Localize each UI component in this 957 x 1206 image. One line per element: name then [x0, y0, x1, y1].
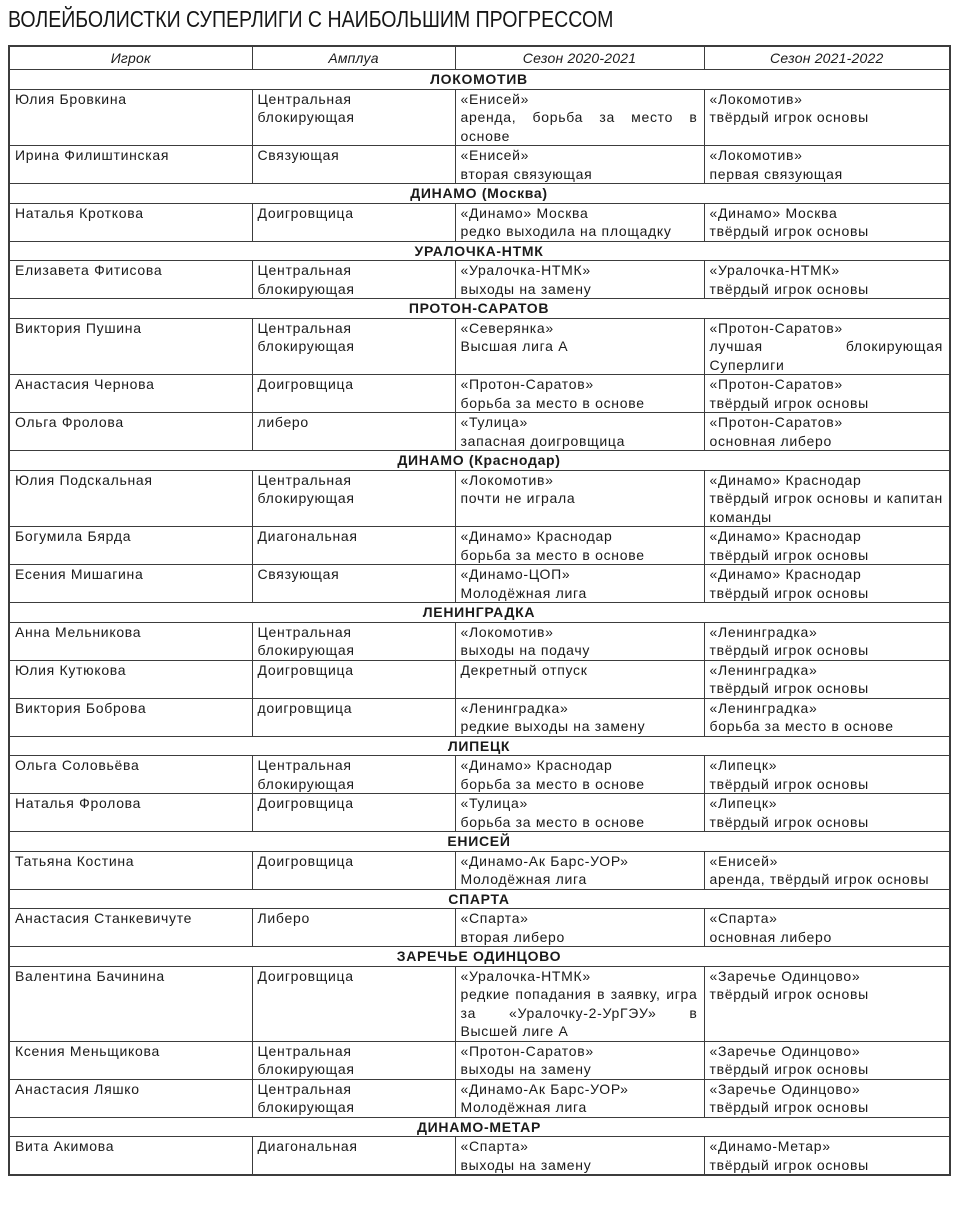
season-2021-2022-cell: [704, 318, 950, 375]
cell-line: «Динамо-Ак Барс-УОР»: [460, 852, 629, 869]
cell-line: Доигровщица: [257, 967, 354, 984]
season-2020-2021-cell: [455, 794, 704, 832]
cell-line: Анастасия Чернова: [15, 376, 155, 392]
cell-line: борьба за место в основе: [460, 775, 645, 792]
player-name-cell: [9, 375, 252, 413]
cell-line: твёрдый игрок основы: [709, 642, 869, 658]
player-name-cell: [9, 660, 252, 698]
team-section-row: [9, 603, 950, 623]
cell-line: твёрдый игрок основы: [709, 546, 869, 563]
cell-line: блокирующая: [257, 1061, 355, 1077]
season-2021-2022-cell: [704, 909, 950, 947]
cell-line: Диагональная: [257, 1138, 358, 1154]
cell-line: «Динамо» Краснодар: [709, 528, 862, 544]
cell-line: Анастасия Станкевичуте: [15, 910, 193, 926]
cell-line: «Протон-Саратов»: [460, 376, 594, 392]
season-2020-2021-cell: [455, 470, 704, 527]
team-section-header: УРАЛОЧКА-НТМК: [9, 241, 950, 261]
cell-line: аренда, твёрдый игрок основы: [709, 871, 930, 887]
cell-line: Ирина Филиштинская: [15, 147, 170, 163]
team-section-row: [9, 70, 950, 90]
cell-line: «Ленинградка»: [709, 699, 818, 716]
cell-line: блокирующая: [257, 490, 355, 506]
players-table: [8, 45, 951, 1176]
cell-line: «Заречье Одинцово»: [709, 967, 861, 984]
team-section-header: ЛОКОМОТИВ: [9, 70, 950, 90]
cell-line: Центральная: [257, 757, 352, 773]
header-row: [9, 46, 950, 70]
player-name-cell: [9, 203, 252, 241]
cell-line: Наталья Кроткова: [15, 204, 144, 221]
col-header-role: Амплуа: [252, 46, 455, 70]
player-row: [9, 470, 950, 527]
season-2021-2022-cell: [704, 660, 950, 698]
cell-line: «Енисей»: [709, 852, 779, 869]
role-cell: [252, 1137, 455, 1176]
cell-line: борьба за место в основе: [709, 718, 894, 734]
season-2021-2022-cell: [704, 698, 950, 736]
cell-line: вторая связующая: [460, 165, 593, 182]
cell-line: «Динамо» Краснодар: [460, 528, 613, 544]
cell-line: борьба за место в основе: [460, 394, 645, 411]
cell-line: «Уралочка-НТМК»: [460, 967, 591, 984]
season-2020-2021-cell: [455, 527, 704, 565]
season-2020-2021-cell: [455, 622, 704, 660]
cell-line: Анастасия Ляшко: [15, 1080, 140, 1097]
cell-line: выходы на замену: [460, 280, 592, 297]
cell-line: борьба за место в основе: [460, 546, 645, 563]
player-row: [9, 909, 950, 947]
season-2020-2021-cell: [455, 203, 704, 241]
player-row: [9, 698, 950, 736]
season-2020-2021-cell: [455, 966, 704, 1041]
cell-line: «Ленинградка»: [709, 661, 818, 678]
cell-line: Молодёжная лига: [460, 1099, 587, 1115]
season-2020-2021-cell: [455, 1137, 704, 1176]
cell-line: «Заречье Одинцово»: [709, 1080, 861, 1097]
cell-line: Богумила Бярда: [15, 528, 132, 544]
player-row: [9, 413, 950, 451]
player-row: [9, 1079, 950, 1117]
cell-line: «Спарта»: [460, 1138, 529, 1154]
team-section-header: ЕНИСЕЙ: [9, 832, 950, 852]
season-2021-2022-cell: [704, 622, 950, 660]
player-name-cell: [9, 1041, 252, 1079]
player-name-cell: [9, 794, 252, 832]
player-row: [9, 318, 950, 375]
cell-line: Центральная: [257, 1042, 352, 1059]
cell-line: Связующая: [257, 147, 340, 163]
cell-line: выходы на замену: [460, 1061, 592, 1077]
cell-line: редкие попадания в заявку, игра за «Уралочку-2-УрГЭУ» в Высшей лиге А: [460, 986, 698, 1039]
cell-line: Вита Акимова: [15, 1138, 115, 1154]
cell-line: Центральная: [257, 1080, 352, 1097]
role-cell: [252, 203, 455, 241]
role-cell: [252, 318, 455, 375]
team-section-row: [9, 184, 950, 204]
cell-line: доигровщица: [257, 699, 353, 716]
role-cell: [252, 622, 455, 660]
role-cell: [252, 1041, 455, 1079]
cell-line: твёрдый игрок основы: [709, 813, 869, 830]
col-header-player: Игрок: [9, 46, 252, 70]
cell-line: «Динамо» Краснодар: [709, 566, 862, 582]
player-row: [9, 794, 950, 832]
cell-line: Связующая: [257, 566, 340, 582]
player-name-cell: [9, 622, 252, 660]
cell-line: Центральная: [257, 319, 352, 336]
role-cell: [252, 851, 455, 889]
player-row: [9, 966, 950, 1041]
cell-line: редкие выходы на замену: [460, 718, 646, 734]
cell-line: твёрдый игрок основы: [709, 775, 869, 792]
cell-line: твёрдый игрок основы: [709, 109, 869, 125]
player-row: [9, 89, 950, 146]
season-2021-2022-cell: [704, 565, 950, 603]
season-2021-2022-cell: [704, 527, 950, 565]
role-cell: [252, 413, 455, 451]
cell-line: Молодёжная лига: [460, 584, 587, 601]
cell-line: Диагональная: [257, 528, 358, 544]
cell-line: блокирующая: [257, 109, 355, 125]
cell-line: либеро: [257, 414, 309, 430]
cell-line: Центральная: [257, 262, 352, 278]
season-2021-2022-cell: [704, 261, 950, 299]
season-2020-2021-cell: [455, 89, 704, 146]
role-cell: [252, 470, 455, 527]
team-section-header: ДИНАМО (Краснодар): [9, 451, 950, 471]
season-2021-2022-cell: [704, 794, 950, 832]
cell-line: «Енисей»: [460, 90, 530, 107]
role-cell: [252, 375, 455, 413]
cell-line: «Динамо» Москва: [709, 204, 838, 221]
cell-line: «Липецк»: [709, 757, 778, 773]
team-section-header: ЛИПЕЦК: [9, 736, 950, 756]
role-cell: [252, 1079, 455, 1117]
player-row: [9, 756, 950, 794]
role-cell: [252, 660, 455, 698]
player-name-cell: [9, 909, 252, 947]
season-2020-2021-cell: [455, 261, 704, 299]
season-2020-2021-cell: [455, 146, 704, 184]
cell-line: блокирующая: [257, 1099, 355, 1115]
role-cell: [252, 794, 455, 832]
team-section-row: [9, 241, 950, 261]
cell-line: Доигровщица: [257, 204, 354, 221]
cell-line: «Тулица»: [460, 795, 528, 811]
col-header-season-2021-2022: Сезон 2021-2022: [704, 46, 950, 70]
role-cell: [252, 89, 455, 146]
team-section-row: [9, 947, 950, 967]
cell-line: блокирующая: [257, 338, 355, 354]
cell-line: «Протон-Саратов»: [709, 319, 843, 336]
cell-line: «Динамо» Москва: [460, 204, 589, 221]
team-section-row: [9, 299, 950, 319]
cell-line: Виктория Боброва: [15, 699, 147, 716]
cell-line: Татьяна Костина: [15, 852, 135, 869]
player-name-cell: [9, 756, 252, 794]
team-section-header: ПРОТОН-САРАТОВ: [9, 299, 950, 319]
cell-line: «Спарта»: [460, 910, 529, 926]
cell-line: лучшая блокирующая Суперлиги: [709, 338, 943, 373]
cell-line: твёрдый игрок основы: [709, 1156, 869, 1173]
cell-line: Доигровщица: [257, 852, 354, 869]
cell-line: Доигровщица: [257, 795, 354, 811]
player-row: [9, 146, 950, 184]
cell-line: борьба за место в основе: [460, 813, 645, 830]
cell-line: Молодёжная лига: [460, 871, 587, 887]
player-row: [9, 203, 950, 241]
cell-line: Доигровщица: [257, 661, 354, 678]
cell-line: блокирующая: [257, 280, 355, 297]
season-2021-2022-cell: [704, 470, 950, 527]
players-table-body: [9, 70, 950, 1176]
cell-line: Виктория Пушина: [15, 319, 142, 336]
team-section-row: [9, 1117, 950, 1137]
cell-line: «Протон-Саратов»: [709, 376, 843, 392]
season-2020-2021-cell: [455, 1041, 704, 1079]
cell-line: выходы на подачу: [460, 642, 591, 658]
cell-line: «Уралочка-НТМК»: [460, 262, 591, 278]
cell-line: «Динамо» Краснодар: [460, 757, 613, 773]
player-row: [9, 375, 950, 413]
cell-line: «Протон-Саратов»: [709, 414, 843, 430]
season-2020-2021-cell: [455, 413, 704, 451]
season-2020-2021-cell: [455, 660, 704, 698]
player-row: [9, 261, 950, 299]
cell-line: «Динамо» Краснодар: [709, 471, 862, 488]
cell-line: основная либеро: [709, 928, 832, 945]
player-row: [9, 1137, 950, 1176]
cell-line: твёрдый игрок основы: [709, 1099, 869, 1115]
cell-line: Юлия Подскальная: [15, 471, 153, 488]
cell-line: «Динамо-ЦОП»: [460, 566, 571, 582]
cell-line: Валентина Бачинина: [15, 967, 165, 984]
cell-line: почти не играла: [460, 490, 576, 506]
cell-line: «Заречье Одинцово»: [709, 1042, 861, 1059]
cell-line: «Динамо-Ак Барс-УОР»: [460, 1080, 629, 1097]
team-section-row: [9, 451, 950, 471]
player-row: [9, 622, 950, 660]
team-section-header: ЗАРЕЧЬЕ ОДИНЦОВО: [9, 947, 950, 967]
season-2020-2021-cell: [455, 565, 704, 603]
team-section-header: СПАРТА: [9, 889, 950, 909]
player-name-cell: [9, 1079, 252, 1117]
player-row: [9, 660, 950, 698]
cell-line: Ксения Меньщикова: [15, 1042, 160, 1059]
season-2021-2022-cell: [704, 1041, 950, 1079]
team-section-header: ДИНАМО (Москва): [9, 184, 950, 204]
cell-line: твёрдый игрок основы: [709, 584, 869, 601]
season-2020-2021-cell: [455, 851, 704, 889]
player-name-cell: [9, 261, 252, 299]
team-section-row: [9, 832, 950, 852]
cell-line: блокирующая: [257, 642, 355, 658]
player-name-cell: [9, 470, 252, 527]
cell-line: вторая либеро: [460, 928, 566, 945]
season-2020-2021-cell: [455, 698, 704, 736]
cell-line: «Липецк»: [709, 795, 778, 811]
season-2020-2021-cell: [455, 1079, 704, 1117]
cell-line: основная либеро: [709, 432, 832, 449]
player-row: [9, 851, 950, 889]
cell-line: Наталья Фролова: [15, 795, 142, 811]
player-row: [9, 527, 950, 565]
season-2021-2022-cell: [704, 203, 950, 241]
cell-line: Анна Мельникова: [15, 623, 142, 640]
season-2021-2022-cell: [704, 146, 950, 184]
role-cell: [252, 261, 455, 299]
season-2021-2022-cell: [704, 966, 950, 1041]
cell-line: Центральная: [257, 623, 352, 640]
season-2021-2022-cell: [704, 375, 950, 413]
season-2021-2022-cell: [704, 89, 950, 146]
season-2021-2022-cell: [704, 851, 950, 889]
page-title: ВОЛЕЙБОЛИСТКИ СУПЕРЛИГИ С НАИБОЛЬШИМ ПРОГРЕССОМ: [8, 6, 614, 32]
season-2020-2021-cell: [455, 318, 704, 375]
cell-line: твёрдый игрок основы и капитан команды: [709, 490, 943, 525]
cell-line: твёрдый игрок основы: [709, 986, 869, 1002]
cell-line: Есения Мишагина: [15, 566, 144, 582]
cell-line: «Ленинградка»: [709, 623, 818, 640]
cell-line: твёрдый игрок основы: [709, 680, 869, 696]
player-name-cell: [9, 565, 252, 603]
cell-line: Юлия Бровкина: [15, 90, 127, 107]
cell-line: Доигровщица: [257, 376, 354, 392]
cell-line: Высшая лига А: [460, 338, 569, 354]
cell-line: первая связующая: [709, 165, 843, 182]
player-name-cell: [9, 851, 252, 889]
cell-line: «Уралочка-НТМК»: [709, 262, 840, 278]
cell-line: «Северянка»: [460, 319, 554, 336]
cell-line: Либеро: [257, 910, 310, 926]
cell-line: Центральная: [257, 471, 352, 488]
team-section-row: [9, 889, 950, 909]
role-cell: [252, 527, 455, 565]
cell-line: Ольга Фролова: [15, 414, 124, 430]
player-name-cell: [9, 527, 252, 565]
role-cell: [252, 698, 455, 736]
cell-line: «Протон-Саратов»: [460, 1042, 594, 1059]
cell-line: аренда, борьба за место в основе: [460, 109, 698, 144]
season-2020-2021-cell: [455, 909, 704, 947]
season-2020-2021-cell: [455, 756, 704, 794]
team-section-row: [9, 736, 950, 756]
player-name-cell: [9, 318, 252, 375]
team-section-header: ЛЕНИНГРАДКА: [9, 603, 950, 623]
cell-line: «Локомотив»: [709, 90, 803, 107]
player-name-cell: [9, 89, 252, 146]
cell-line: твёрдый игрок основы: [709, 1061, 869, 1077]
cell-line: твёрдый игрок основы: [709, 280, 869, 297]
cell-line: «Локомотив»: [709, 147, 803, 163]
season-2020-2021-cell: [455, 375, 704, 413]
role-cell: [252, 966, 455, 1041]
role-cell: [252, 146, 455, 184]
cell-line: Юлия Кутюкова: [15, 661, 127, 678]
cell-line: «Динамо-Метар»: [709, 1138, 831, 1154]
cell-line: «Спарта»: [709, 910, 778, 926]
season-2021-2022-cell: [704, 1137, 950, 1176]
cell-line: «Локомотив»: [460, 623, 554, 640]
cell-line: Декретный отпуск: [460, 661, 588, 678]
player-name-cell: [9, 1137, 252, 1176]
role-cell: [252, 565, 455, 603]
cell-line: «Ленинградка»: [460, 699, 569, 716]
cell-line: запасная доигровщица: [460, 432, 626, 449]
cell-line: Елизавета Фитисова: [15, 262, 163, 278]
season-2021-2022-cell: [704, 756, 950, 794]
cell-line: «Локомотив»: [460, 471, 554, 488]
role-cell: [252, 909, 455, 947]
player-name-cell: [9, 413, 252, 451]
cell-line: блокирующая: [257, 775, 355, 792]
cell-line: выходы на замену: [460, 1156, 592, 1173]
cell-line: Ольга Соловьёва: [15, 757, 140, 773]
cell-line: твёрдый игрок основы: [709, 223, 869, 239]
col-header-season-2020-2021: Сезон 2020-2021: [455, 46, 704, 70]
season-2021-2022-cell: [704, 1079, 950, 1117]
player-name-cell: [9, 146, 252, 184]
player-row: [9, 565, 950, 603]
player-name-cell: [9, 966, 252, 1041]
player-row: [9, 1041, 950, 1079]
role-cell: [252, 756, 455, 794]
cell-line: твёрдый игрок основы: [709, 394, 869, 411]
season-2021-2022-cell: [704, 413, 950, 451]
cell-line: редко выходила на площадку: [460, 223, 672, 239]
cell-line: Центральная: [257, 90, 352, 107]
player-name-cell: [9, 698, 252, 736]
cell-line: «Енисей»: [460, 147, 530, 163]
team-section-header: ДИНАМО-МЕТАР: [9, 1117, 950, 1137]
cell-line: «Тулица»: [460, 414, 528, 430]
